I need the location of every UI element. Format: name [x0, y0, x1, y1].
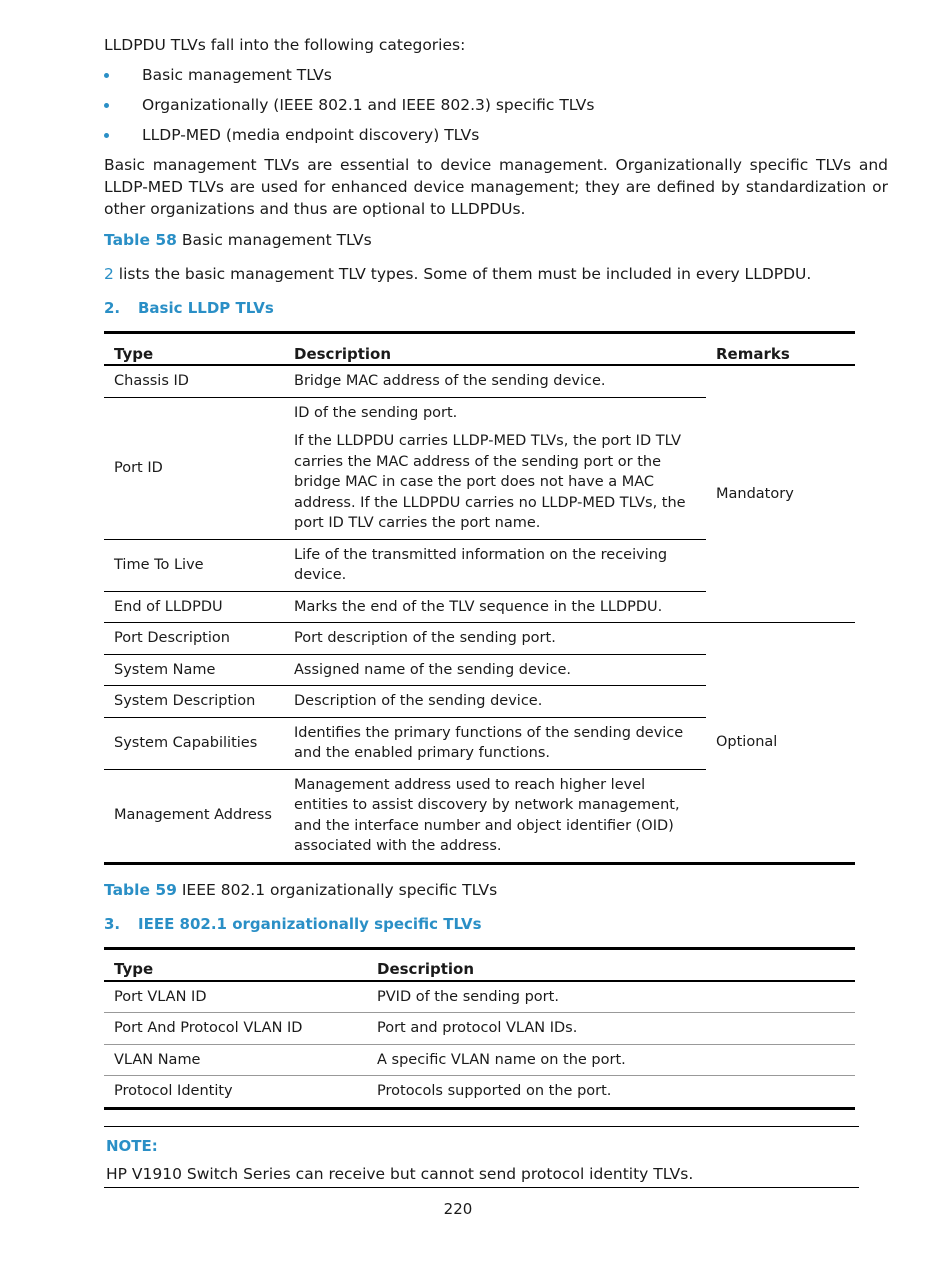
description-cell: Bridge MAC address of the sending device.	[284, 365, 706, 397]
reference-link[interactable]: 2	[104, 265, 114, 283]
type-cell: Port Description	[104, 623, 284, 655]
list-item: LLDP-MED (media endpoint discovery) TLVs	[104, 124, 888, 154]
table-58-caption: Table 58 Basic management TLVs	[104, 231, 372, 249]
type-cell: Port And Protocol VLAN ID	[104, 1013, 367, 1045]
bullet-icon	[104, 103, 109, 108]
table-row	[104, 365, 855, 397]
column-header: Type	[104, 948, 367, 981]
note-box	[104, 1126, 859, 1188]
type-cell: Protocol Identity	[104, 1076, 367, 1109]
table-row	[104, 1044, 855, 1076]
column-header: Description	[367, 948, 855, 981]
table-59-link[interactable]: Table 59	[104, 880, 177, 899]
body-paragraph: Basic management TLVs are essential to device management. Organizationally specific TLVs and LLDP-MED TLVs are used for enhanced device management; they are defined by standardization or other organizations and thus are optional to LLDPDUs.	[104, 156, 888, 218]
description-cell: Marks the end of the TLV sequence in the LLDPDU.	[284, 591, 706, 623]
section-heading-ieee-8021-tlvs: 3. IEEE 802.1 organizationally specific TLVs	[104, 914, 482, 933]
description-cell: A specific VLAN name on the port.	[367, 1044, 855, 1076]
column-header: Remarks	[706, 333, 855, 366]
page-number: 220	[443, 1200, 473, 1218]
type-cell: System Name	[104, 654, 284, 686]
category-list	[104, 64, 888, 154]
table-row	[104, 623, 855, 655]
table-header-row	[104, 948, 855, 981]
column-header: Description	[284, 333, 706, 366]
description-cell: Description of the sending device.	[284, 686, 706, 718]
description-cell: Identifies the primary functions of the sending device and the enabled primary functions.	[284, 717, 706, 769]
remarks-cell: Optional	[706, 623, 855, 864]
intro-text: LLDPDU TLVs fall into the following categories:	[104, 36, 466, 54]
type-cell: System Capabilities	[104, 717, 284, 769]
bullet-icon	[104, 73, 109, 78]
note-text: HP V1910 Switch Series can receive but cannot send protocol identity TLVs.	[106, 1164, 694, 1183]
type-cell: Port ID	[104, 397, 284, 539]
list-item: Organizationally (IEEE 802.1 and IEEE 802.3) specific TLVs	[104, 94, 888, 124]
column-header: Type	[104, 333, 284, 366]
document-page	[104, 34, 888, 1188]
type-cell: System Description	[104, 686, 284, 718]
description-cell: Management address used to reach higher level entities to assist discovery by network management, and the interface number and object identifier (OID) associated with the address.	[284, 769, 706, 863]
description-cell: Assigned name of the sending device.	[284, 654, 706, 686]
type-cell: Chassis ID	[104, 365, 284, 397]
type-cell: VLAN Name	[104, 1044, 367, 1076]
type-cell: End of LLDPDU	[104, 591, 284, 623]
bullet-icon	[104, 133, 109, 138]
section-heading-basic-lldp-tlvs: 2. Basic LLDP TLVs	[104, 299, 274, 317]
type-cell: Port VLAN ID	[104, 981, 367, 1013]
description-cell: Port description of the sending port.	[284, 623, 706, 655]
type-cell: Management Address	[104, 769, 284, 863]
table-59-caption: Table 59 IEEE 802.1 organizationally specific TLVs	[104, 880, 498, 899]
list-item: Basic management TLVs	[104, 64, 888, 94]
table-58-link[interactable]: Table 58	[104, 231, 177, 249]
remarks-cell: Mandatory	[706, 365, 855, 623]
description-cell: ID of the sending port. If the LLDPDU carries LLDP-MED TLVs, the port ID TLV carries the MAC address of the sending port or the bridge MAC in case the port does not have a MAC address. If the LLDPDU carries no LLDP-MED TLVs, the port ID TLV carries the port name.	[284, 397, 706, 539]
ieee-8021-tlv-table	[104, 947, 855, 1110]
note-label: NOTE:	[106, 1136, 158, 1155]
reference-line: 2 lists the basic management TLV types. Some of them must be included in every LLDPDU.	[104, 265, 812, 283]
description-cell: Protocols supported on the port.	[367, 1076, 855, 1109]
basic-tlv-table	[104, 331, 855, 865]
description-cell: PVID of the sending port.	[367, 981, 855, 1013]
table-row	[104, 981, 855, 1013]
table-row	[104, 1076, 855, 1109]
type-cell: Time To Live	[104, 539, 284, 591]
table-row	[104, 1013, 855, 1045]
description-cell: Port and protocol VLAN IDs.	[367, 1013, 855, 1045]
description-cell: Life of the transmitted information on the receiving device.	[284, 539, 706, 591]
table-header-row	[104, 333, 855, 366]
